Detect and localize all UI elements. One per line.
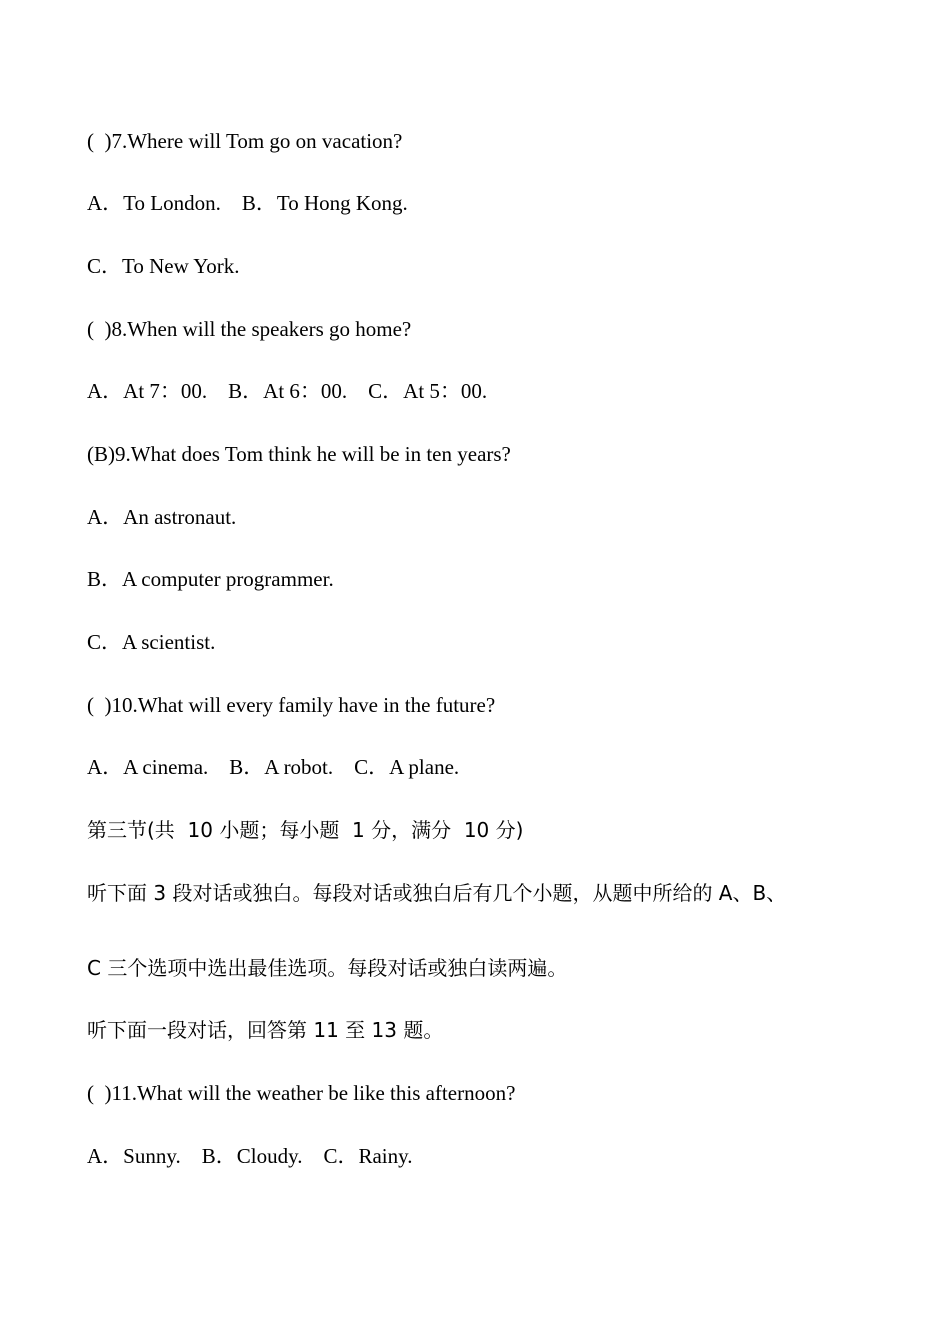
question-7: ( )7.Where will Tom go on vacation? [87,129,403,153]
question-9-option-a: A．An astronaut. [87,505,237,529]
dialogue-instruction: 听下面一段对话，回答第 11 至 13 题。 [87,1018,444,1042]
question-9-option-c: C．A scientist. [87,630,216,654]
question-9-option-b: B．A computer programmer. [87,567,334,591]
question-7-option-c: C．To New York. [87,254,240,278]
question-11: ( )11.What will the weather be like this afternoon? [87,1081,516,1105]
question-11-options: A．Sunny. B．Cloudy. C．Rainy. [87,1144,413,1168]
question-9: (B)9.What does Tom think he will be in ten years? [87,442,511,466]
question-10: ( )10.What will every family have in the future? [87,693,496,717]
question-8: ( )8.When will the speakers go home? [87,317,412,341]
question-8-options: A．At 7：00. B．At 6：00. C．At 5：00. [87,379,488,403]
question-10-options: A．A cinema. B．A robot. C．A plane. [87,755,460,779]
section-3-heading: 第三节(共 10 小题；每小题 1 分，满分 10 分) [87,818,524,842]
section-3-instructions-line-1: 听下面 3 段对话或独白。每段对话或独白后有几个小题，从题中所给的 A、B、 [87,881,787,905]
section-3-instructions-line-2: C 三个选项中选出最佳选项。每段对话或独白读两遍。 [87,956,568,980]
question-7-options-ab: A．To London. B．To Hong Kong. [87,191,408,215]
